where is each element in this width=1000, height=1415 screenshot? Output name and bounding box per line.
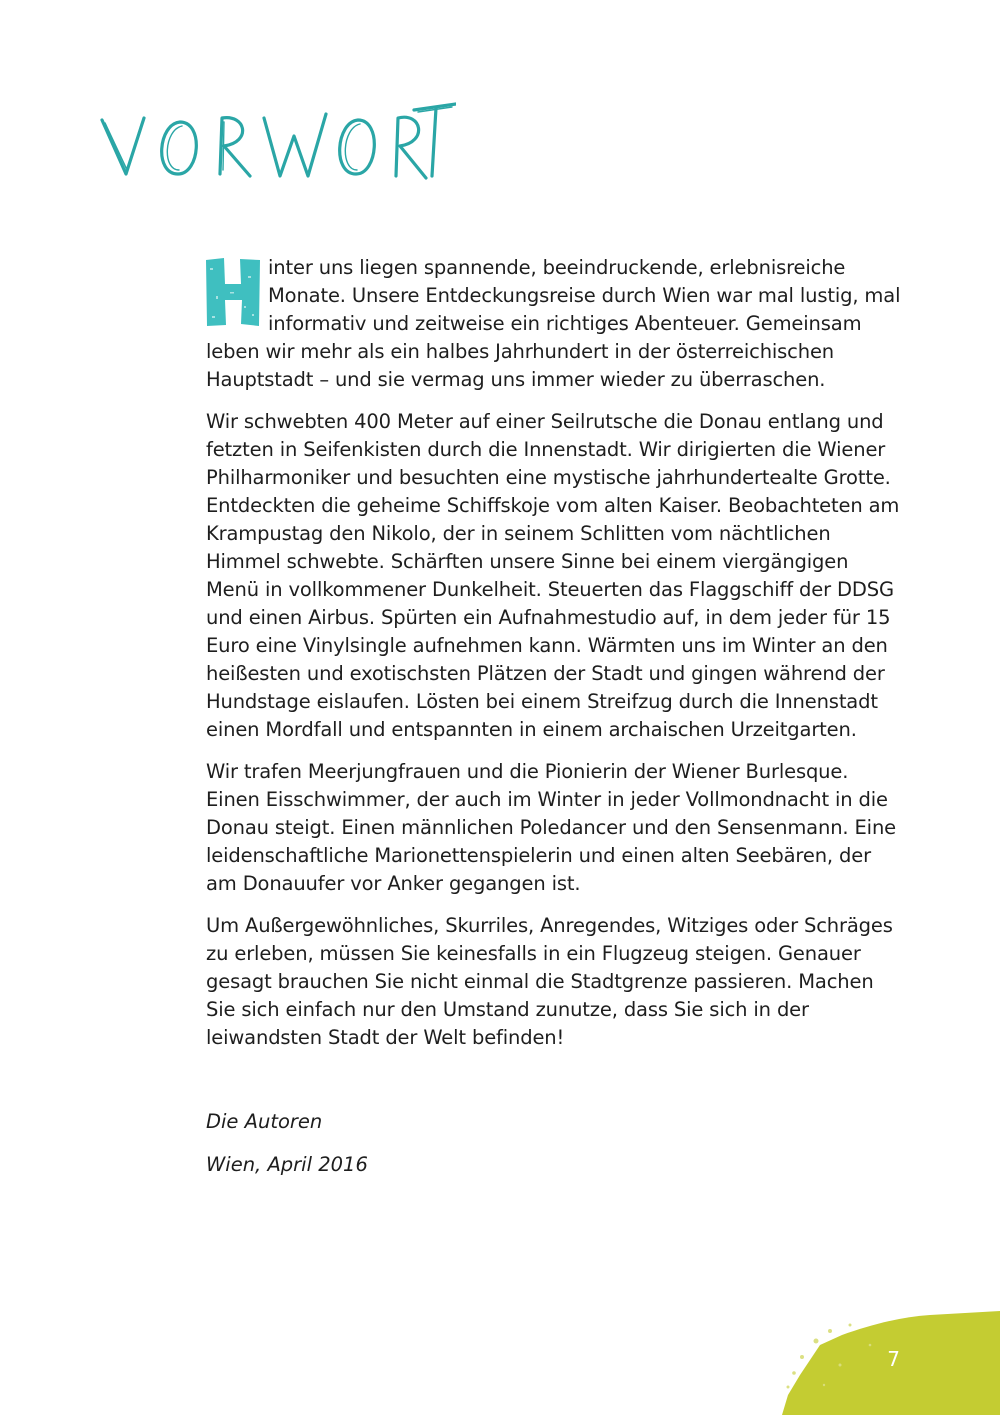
page-number: 7 [887, 1347, 900, 1371]
drop-cap [204, 256, 262, 328]
paragraph-3: Wir trafen Meerjungfrauen und die Pionierin der Wiener Burlesque. Einen Eisschwimmer, der auch im Winter in jeder Vollmondnacht in die Donau steigt. Einen männlichen Poledancer und den Sensenmann. Eine leidenschaftliche Marionettenspielerin und einen alten Seebären, der am Donauufer vor Anker gegangen ist. [206, 760, 896, 895]
drop-cap-graphic [204, 256, 262, 328]
signature-place-date: Wien, April 2016 [206, 1153, 368, 1176]
foreword-body [206, 254, 906, 1066]
paragraph-2: Wir schwebten 400 Meter auf einer Seilrutsche die Donau entlang und fetzten in Seifenkisten durch die Innenstadt. Wir dirigierten die Wiener Philharmoniker und besuchten eine mystische jahrhundertealte Grotte. Entdeckten die geheime Schiffskoje vom alten Kaiser. Beobachteten am Krampustag den Nikolo, der in seinem Schlitten vom nächtlichen Himmel schwebte. Schärften unsere Sinne bei einem viergängigen Menü in vollkommener Dunkelheit. Steuerten das Flaggschiff der DDSG und einen Airbus. Spürten ein Aufnahmestudio auf, in dem jeder für 15 Euro eine Vinylsingle aufnehmen kann. Wärmten uns im Winter an den heißesten und exotischsten Plätzen der Stadt und gingen während der Hundstage eislaufen. Lösten bei einem Streifzug durch die Innenstadt einen Mordfall und entspannten in einem archaischen Urzeitgarten. [206, 410, 900, 741]
title-lettering [96, 92, 456, 192]
signature-author: Die Autoren [206, 1110, 323, 1133]
drop-cap-letter [204, 328, 205, 329]
paragraph-1-text: inter uns liegen spannende, beeindruckende, erlebnisreiche Monate. Unsere Entdeckungsreise durch Wien war mal lustig, mal informativ und zeitweise ein richtiges Abenteuer. Gemeinsam leben wir mehr als ein halbes Jahrhundert in der österreichischen Hauptstadt – und sie vermag uns immer wieder zu überraschen. [206, 256, 901, 391]
page-title [96, 92, 456, 192]
paragraph-4: Um Außergewöhnliches, Skurriles, Anregendes, Witziges oder Schräges zu erleben, müssen Sie keinesfalls in ein Flugzeug steigen. Genauer gesagt brauchen Sie nicht einmal die Stadtgrenze passieren. Machen Sie sich einfach nur den Umstand zunutze, dass Sie sich in der leiwandsten Stadt der Welt befinden! [206, 914, 893, 1049]
page-title-text [96, 192, 97, 193]
signature-block [206, 1108, 368, 1194]
paragraph-1 [206, 254, 906, 394]
